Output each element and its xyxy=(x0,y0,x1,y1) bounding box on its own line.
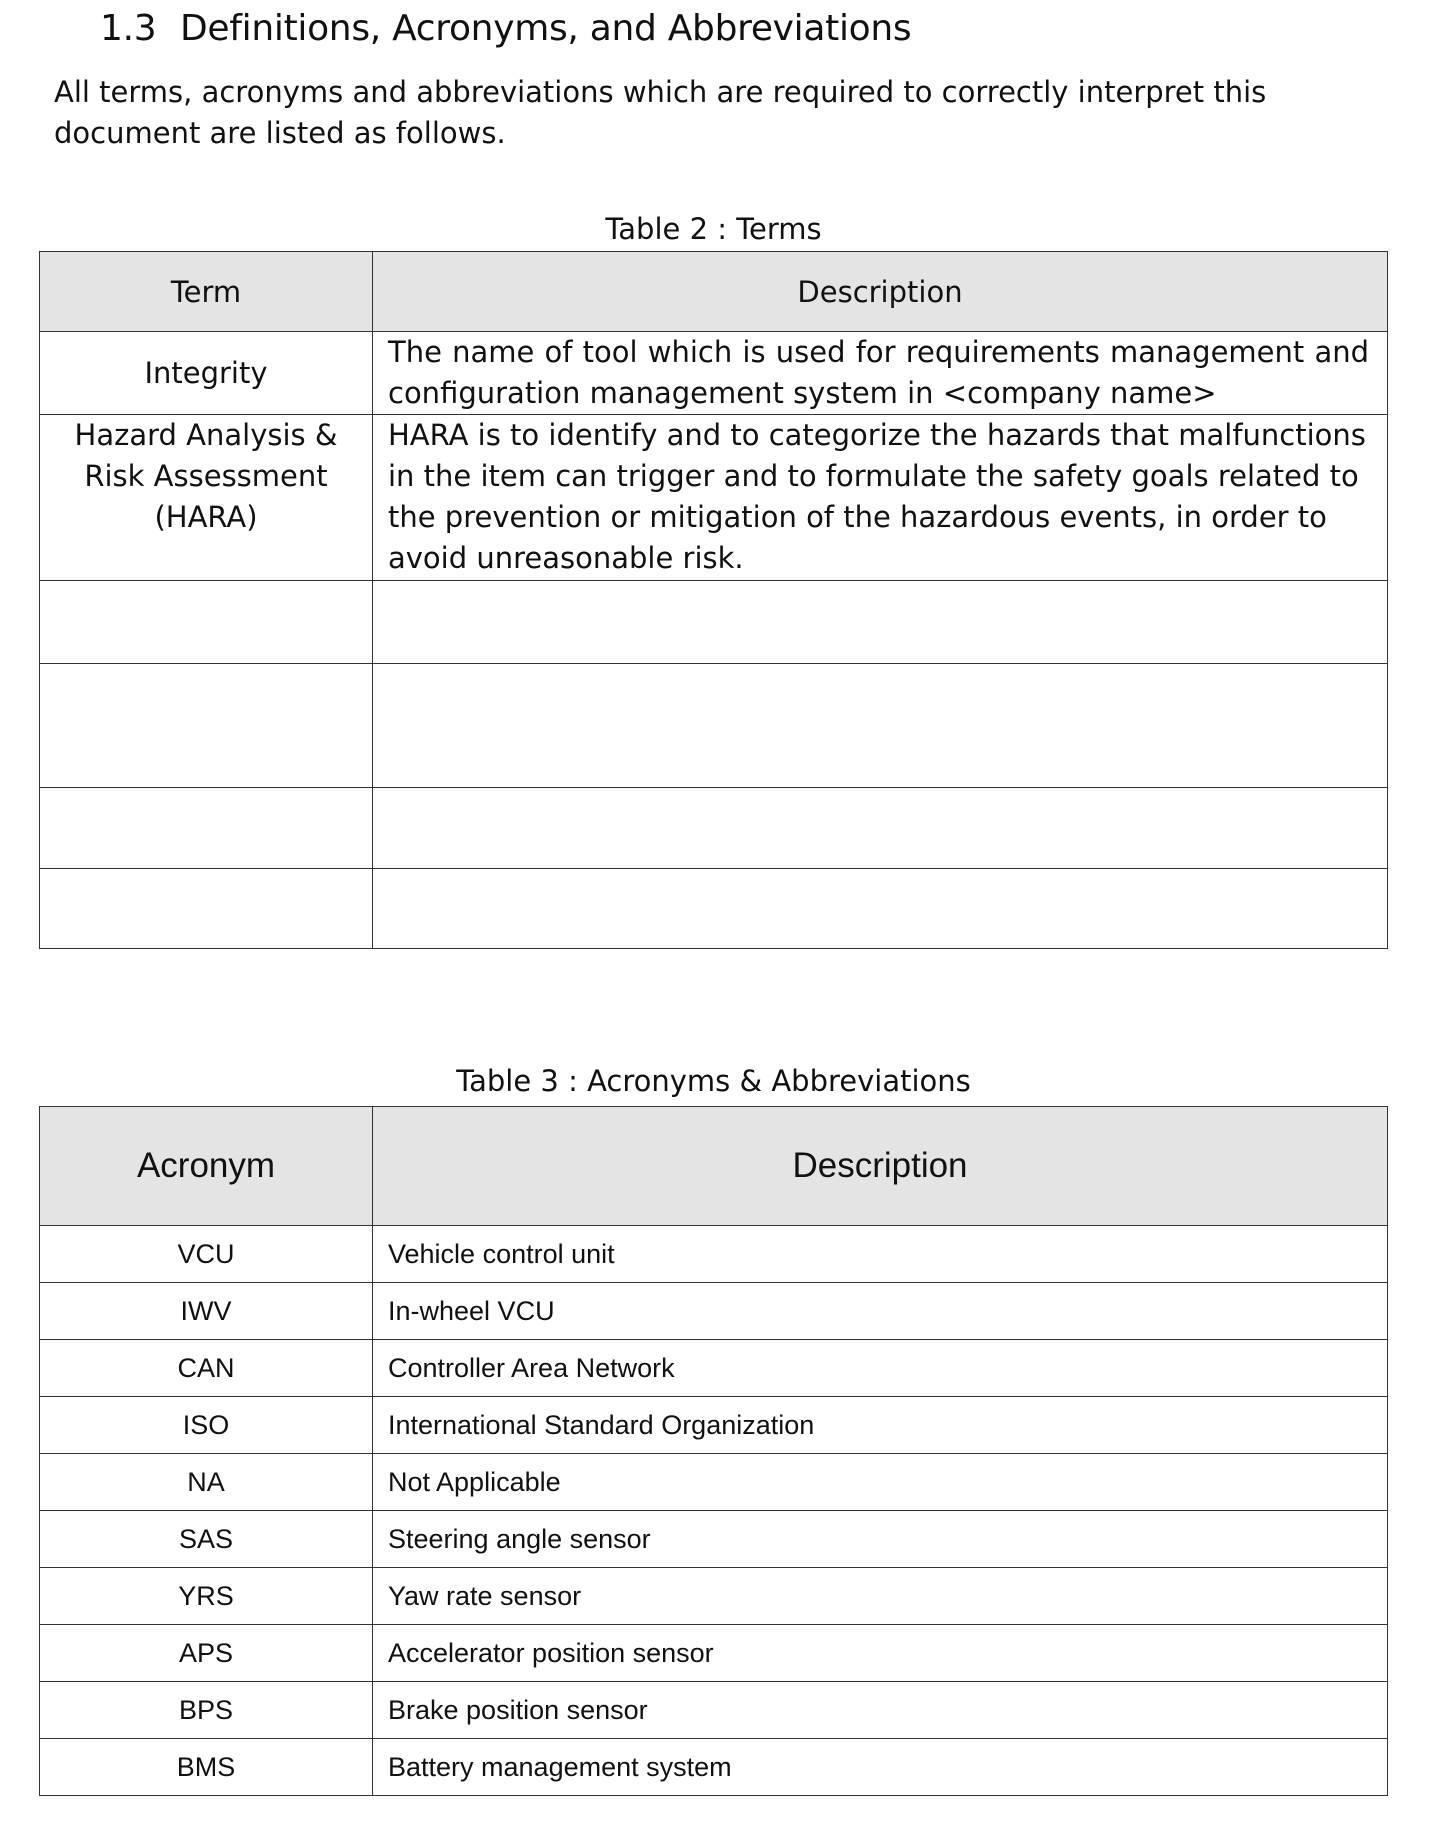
section-number: 1.3 xyxy=(100,8,157,49)
acronym-cell: SAS xyxy=(40,1511,373,1568)
section-heading xyxy=(100,8,911,49)
empty-term-cell xyxy=(40,869,373,949)
terms-table-caption: Table 2 : Terms xyxy=(605,212,822,246)
empty-description-cell xyxy=(373,869,1388,949)
acronyms-table xyxy=(39,1106,1388,1796)
table-row xyxy=(40,1511,1388,1568)
acronym-cell: BMS xyxy=(40,1739,373,1796)
acronyms-header-row xyxy=(40,1107,1388,1226)
term-cell: Hazard Analysis & Risk Assessment (HARA) xyxy=(40,415,373,581)
acronym-description-cell: Battery management system xyxy=(373,1739,1388,1796)
table-row xyxy=(40,415,1388,581)
table-row xyxy=(40,1283,1388,1340)
term-column-header: Term xyxy=(40,252,373,332)
acronym-cell: YRS xyxy=(40,1568,373,1625)
table-row xyxy=(40,1454,1388,1511)
empty-table-row xyxy=(40,581,1388,664)
acronym-description-cell: Yaw rate sensor xyxy=(373,1568,1388,1625)
term-description-cell: The name of tool which is used for requirements management and configuration management system in <company name> xyxy=(373,332,1388,415)
terms-header-row xyxy=(40,252,1388,332)
table-row xyxy=(40,1682,1388,1739)
acronym-cell: ISO xyxy=(40,1397,373,1454)
description-column-header: Description xyxy=(373,252,1388,332)
table-row xyxy=(40,1397,1388,1454)
acronym-column-header: Acronym xyxy=(40,1107,373,1226)
acronym-cell: IWV xyxy=(40,1283,373,1340)
table-row xyxy=(40,1568,1388,1625)
description-column-header: Description xyxy=(373,1107,1388,1226)
empty-table-row xyxy=(40,869,1388,949)
acronym-cell: NA xyxy=(40,1454,373,1511)
empty-term-cell xyxy=(40,581,373,664)
acronym-description-cell: International Standard Organization xyxy=(373,1397,1388,1454)
empty-description-cell xyxy=(373,664,1388,788)
term-cell: Integrity xyxy=(40,332,373,415)
table-row xyxy=(40,1226,1388,1283)
acronym-description-cell: Controller Area Network xyxy=(373,1340,1388,1397)
empty-description-cell xyxy=(373,788,1388,869)
acronyms-table-caption: Table 3 : Acronyms & Abbreviations xyxy=(456,1064,971,1098)
empty-table-row xyxy=(40,788,1388,869)
table-row xyxy=(40,1340,1388,1397)
acronym-description-cell: In-wheel VCU xyxy=(373,1283,1388,1340)
acronym-description-cell: Accelerator position sensor xyxy=(373,1625,1388,1682)
table-row xyxy=(40,1739,1388,1796)
empty-term-cell xyxy=(40,788,373,869)
intro-paragraph: All terms, acronyms and abbreviations which are required to correctly interpret this document are listed as follows. xyxy=(54,75,1267,150)
empty-description-cell xyxy=(373,581,1388,664)
acronym-description-cell: Brake position sensor xyxy=(373,1682,1388,1739)
section-title: Definitions, Acronyms, and Abbreviations xyxy=(180,8,912,49)
empty-term-cell xyxy=(40,664,373,788)
term-description-cell: HARA is to identify and to categorize the hazards that malfunctions in the item can trigger and to formulate the safety goals related to the prevention or mitigation of the hazardous events, in order to avoid unreasonable risk. xyxy=(373,415,1388,581)
acronym-cell: VCU xyxy=(40,1226,373,1283)
acronym-cell: APS xyxy=(40,1625,373,1682)
terms-table xyxy=(39,251,1388,949)
acronym-description-cell: Steering angle sensor xyxy=(373,1511,1388,1568)
table-row xyxy=(40,332,1388,415)
table-row xyxy=(40,1625,1388,1682)
empty-table-row xyxy=(40,664,1388,788)
acronym-description-cell: Not Applicable xyxy=(373,1454,1388,1511)
acronym-description-cell: Vehicle control unit xyxy=(373,1226,1388,1283)
acronym-cell: CAN xyxy=(40,1340,373,1397)
acronym-cell: BPS xyxy=(40,1682,373,1739)
